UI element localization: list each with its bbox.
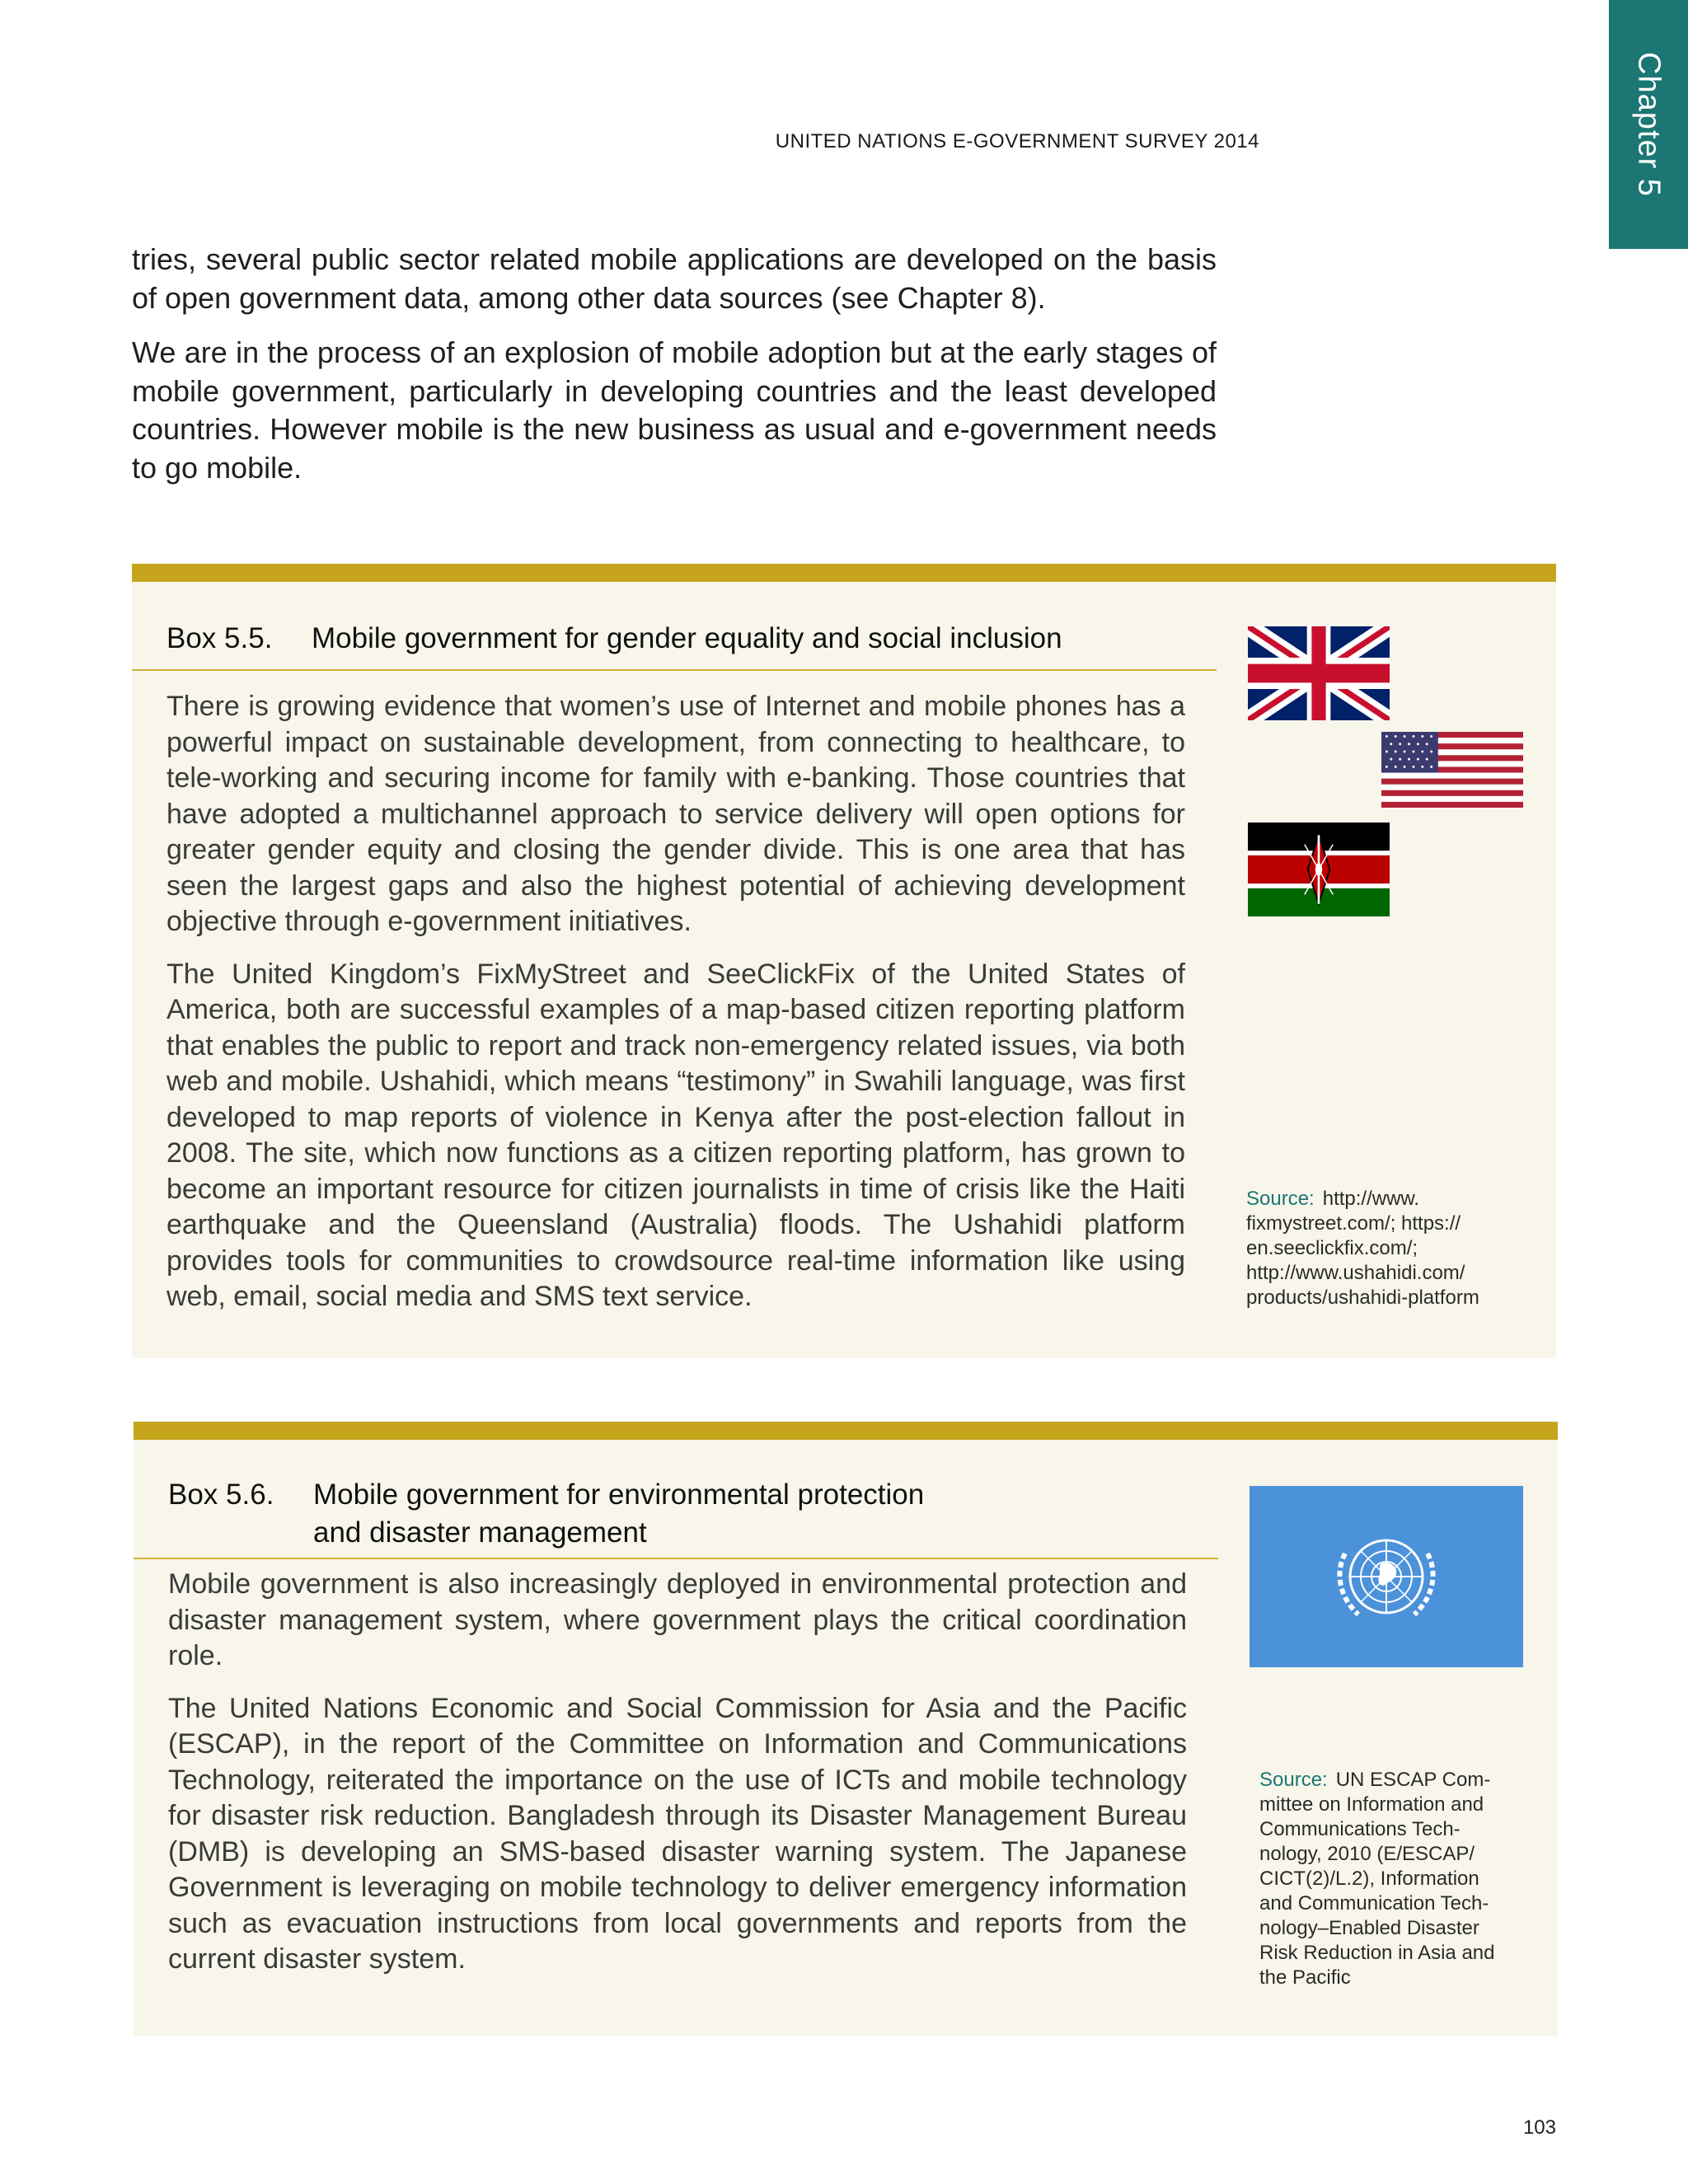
intro-text xyxy=(132,241,1217,504)
chapter-tab-label: Chapter 5 xyxy=(1631,52,1667,197)
box-5-6-title xyxy=(313,1476,1137,1552)
box-5-6-title-bar xyxy=(134,1476,1218,1559)
box-5-6-number: Box 5.6. xyxy=(168,1479,274,1511)
us-flag-icon xyxy=(1381,732,1523,808)
box-5-6-source-line: and Communication Tech- xyxy=(1259,1892,1489,1915)
box-5-5-title: Mobile government for gender equality and social inclusion xyxy=(312,622,1062,654)
box-5-6-source-line: the Pacific xyxy=(1259,1966,1351,1989)
box-5-6-paragraph-2: The United Nations Economic and Social Commission for Asia and the Pacific (ESCAP), in the report of the Committee on Information and Communications Technology, reiterated the importance on the use of ICTs and mobile technology for disaster risk reduction. Bangladesh through its Disaster Management Bureau (DMB) is developing an SMS-based disaster warning system. The Japanese Government is leveraging on mobile technology to deliver emergency information such as evacuation instructions from local governments and reports from the current disaster system. xyxy=(168,1692,1187,1975)
box-5-5-source-line: http://www. xyxy=(1322,1188,1420,1210)
box-5-5-source-line: fixmystreet.com/; https:// xyxy=(1246,1212,1461,1235)
box-5-6-source-line: nology–Enabled Disaster xyxy=(1259,1917,1479,1939)
box-5-6-source-line: Communications Tech- xyxy=(1259,1818,1461,1840)
box-5-5-paragraph-1: There is growing evidence that women’s use of Internet and mobile phones has a powerful impact on sustainable development, from connecting to healthcare, to tele-working and securing income for family with e-banking. Those countries that have adopted a multichannel approach to service delivery will open options for greater gender equity and closing the gender divide. This is one area that has seen the largest gaps and also the highest potential of achieving development objective through e-government initiatives. xyxy=(166,691,1185,937)
box-5-6-paragraph-1: Mobile government is also increasingly deployed in environmental protection and disaster management system, where government plays the critical coordination role. xyxy=(168,1568,1187,1671)
box-5-5-source-line: products/ushahidi-platform xyxy=(1246,1286,1479,1309)
box-5-5 xyxy=(132,564,1556,1358)
box-5-6-source-line: CICT(2)/L.2), Information xyxy=(1259,1868,1479,1890)
page-number: 103 xyxy=(1522,2116,1556,2139)
box-5-6-source-line: UN ESCAP Com- xyxy=(1335,1769,1491,1791)
box-5-6-source-line: Risk Reduction in Asia and xyxy=(1259,1942,1495,1964)
intro-paragraph-2: We are in the process of an explosion of mobile adoption but at the early stages of mobile government, particularly in developing countries and the least developed countries. However mobile is the new business as usual and e-government needs to go mobile. xyxy=(132,335,1217,485)
box-5-6 xyxy=(134,1422,1558,2036)
box-5-5-source-line: en.seeclickfix.com/; xyxy=(1246,1237,1418,1259)
box-5-6-body xyxy=(168,1567,1187,1994)
box-5-6-source-line: nology, 2010 (E/ESCAP/ xyxy=(1259,1843,1475,1865)
box-5-5-paragraph-2: The United Kingdom’s FixMyStreet and SeeClickFix of the United States of America, both are successful examples of a map-based citizen reporting platform that enables the public to report and track non-emergency related issues, via both web and mobile. Ushahidi, which means “testimony” in Swahili language, was first developed to map reports of violence in Kenya after the post-election fallout in 2008. The site, which now functions as a citizen reporting platform, has grown to become an important resource for citizen journalists in time of crisis like the Haiti earthquake and the Queensland (Australia) floods. The Ushahidi platform provides tools for communities to crowdsource real-time information like using web, email, social media and SMS text service. xyxy=(166,958,1185,1312)
box-5-6-title-line-2: and disaster management xyxy=(313,1516,647,1549)
kenya-flag-icon xyxy=(1248,823,1390,916)
box-5-6-title-line-1: Mobile government for environmental protection xyxy=(313,1479,925,1511)
box-5-6-source xyxy=(1259,1768,1531,1990)
intro-paragraph-1: tries, several public sector related mobile applications are developed on the basis of open government data, among other data sources (see Chapter 8). xyxy=(132,242,1217,315)
box-5-5-source-label: Source: xyxy=(1246,1188,1315,1210)
box-5-5-source-line: http://www.ushahidi.com/ xyxy=(1246,1262,1465,1284)
box-5-6-source-label: Source: xyxy=(1259,1769,1328,1791)
box-5-6-source-line: mittee on Information and xyxy=(1259,1793,1484,1816)
box-5-5-title-bar xyxy=(132,620,1217,671)
box-5-5-source xyxy=(1246,1187,1526,1310)
chapter-tab xyxy=(1609,0,1688,249)
box-5-5-body xyxy=(166,689,1185,1332)
box-5-5-number: Box 5.5. xyxy=(166,622,273,654)
uk-flag-icon xyxy=(1248,626,1390,720)
running-header: UNITED NATIONS E-GOVERNMENT SURVEY 2014 xyxy=(775,130,1259,152)
un-flag-icon xyxy=(1250,1486,1523,1667)
